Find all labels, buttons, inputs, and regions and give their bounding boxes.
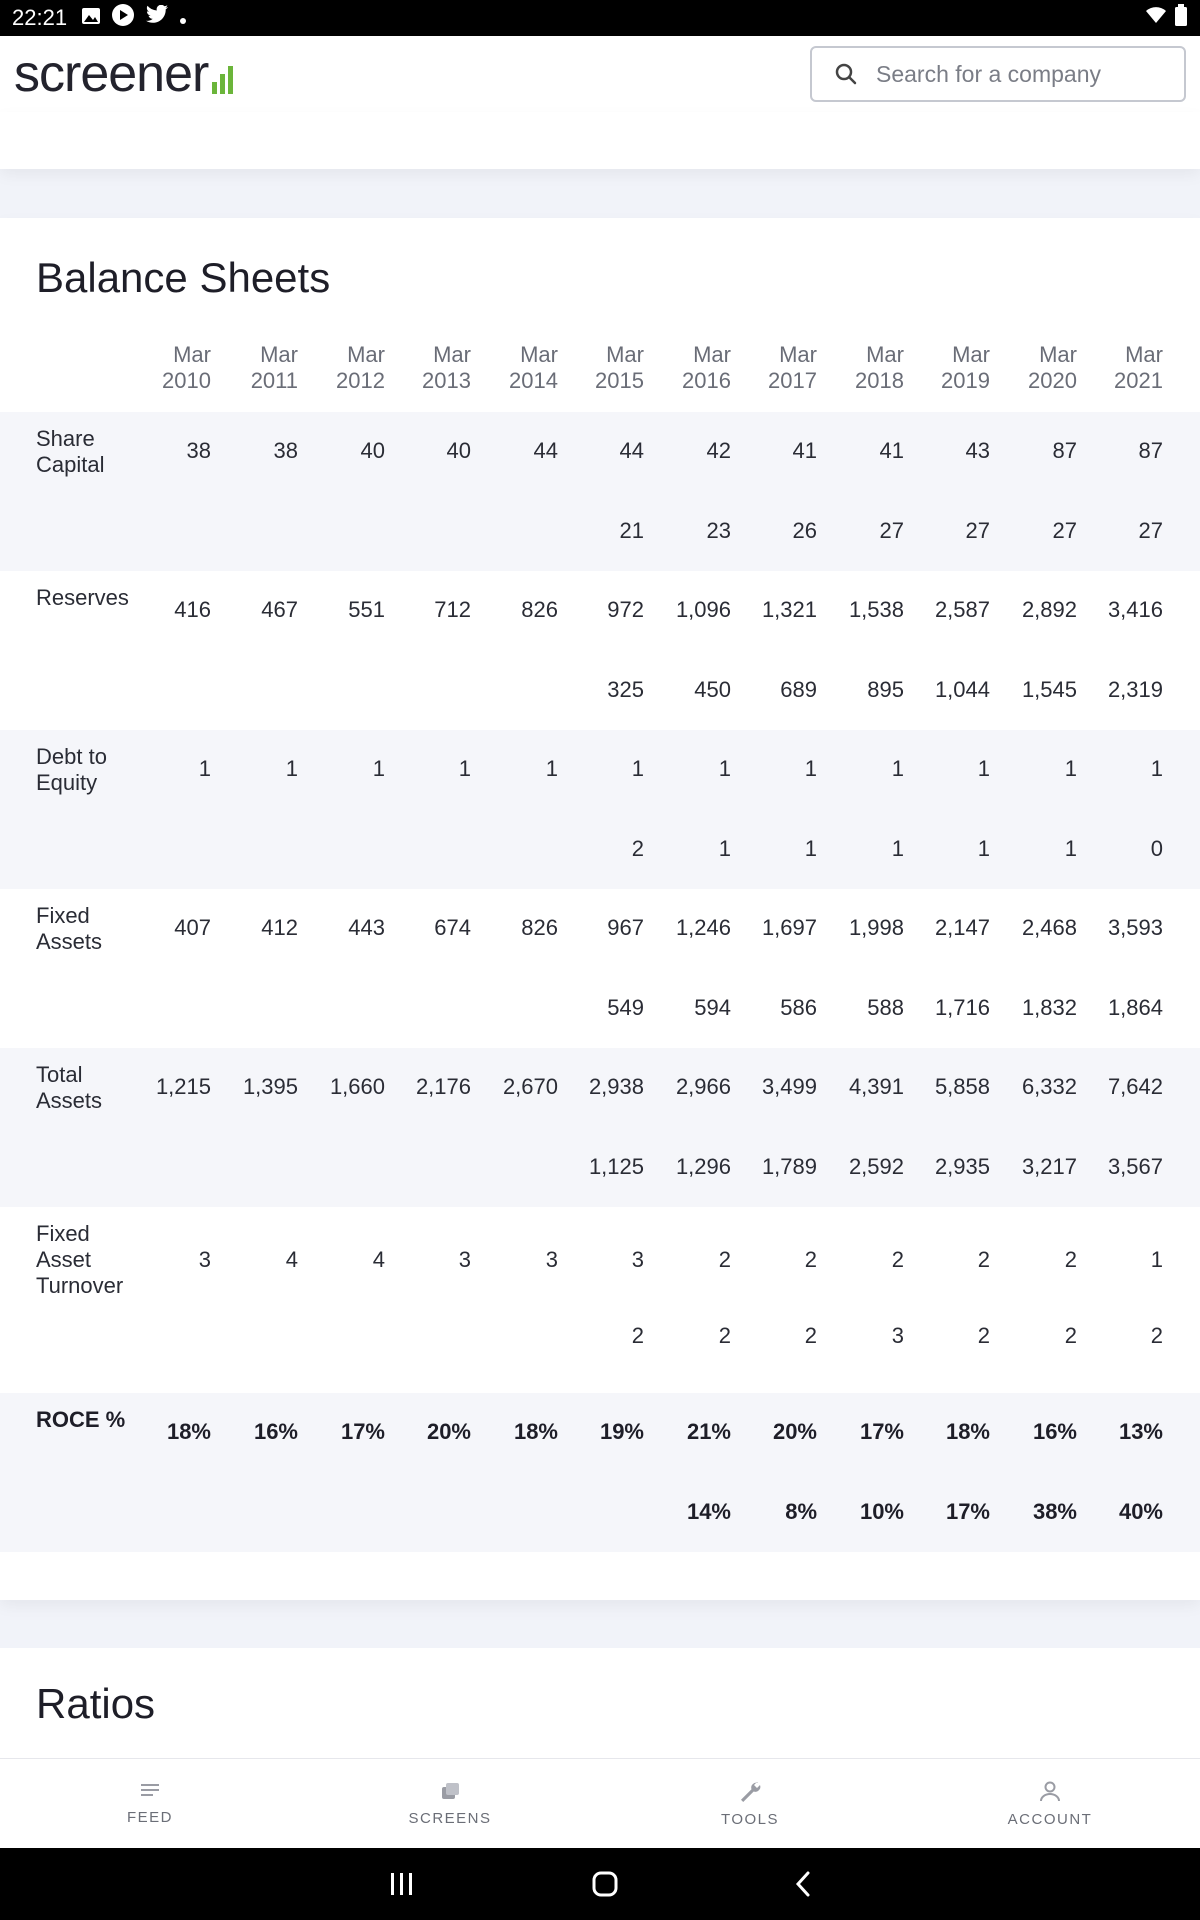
table-cell-sub: 2 — [1064, 1323, 1077, 1348]
table-cell-sub: 1 — [977, 836, 990, 861]
bottom-nav — [0, 1758, 1200, 1848]
ratios-card — [0, 1648, 1200, 1758]
table-cell-sub: 1 — [718, 836, 731, 861]
nav-feed[interactable] — [0, 1759, 300, 1848]
table-cell: 2 — [718, 1247, 731, 1272]
table-cell-sub: 450 — [694, 677, 731, 702]
row-label: ROCE % — [36, 1407, 126, 1432]
table-cell-sub: 2 — [631, 836, 644, 861]
table-cell: 18% — [513, 1419, 558, 1444]
table-cell: 1 — [631, 756, 644, 781]
table-cell-sub: 549 — [607, 995, 644, 1020]
table-cell-sub: 40% — [1118, 1499, 1163, 1524]
table-cell: 17% — [859, 1419, 904, 1444]
table-cell: 4 — [285, 1247, 298, 1272]
table-cell: 2 — [977, 1247, 990, 1272]
table-body — [0, 412, 1200, 1552]
nav-feed-label: FEED — [126, 1809, 173, 1826]
table-cell: 2,938 — [588, 1074, 644, 1099]
gallery-icon — [81, 5, 101, 31]
table-cell: 2,147 — [934, 915, 990, 940]
youtube-icon — [111, 3, 135, 33]
table-cell: 1 — [804, 756, 817, 781]
nav-screens-label: SCREENS — [408, 1810, 492, 1827]
table-cell: 2 — [891, 1247, 904, 1272]
table-cell-sub: 895 — [867, 677, 904, 702]
table-cell: 416 — [174, 597, 211, 622]
table-row — [0, 571, 1200, 730]
table-cell: 13% — [1118, 1419, 1163, 1444]
table-cell: 40 — [446, 438, 471, 463]
table-cell: 1,395 — [242, 1074, 298, 1099]
status-bar — [0, 0, 1200, 36]
row-label: Fixed Asset Turnover — [36, 1221, 124, 1298]
row-label: Total Assets — [36, 1062, 103, 1113]
home-icon[interactable] — [591, 1870, 619, 1898]
row-label: Reserves — [36, 585, 129, 610]
table-cell-sub: 586 — [780, 995, 817, 1020]
table-cell: 2 — [1064, 1247, 1077, 1272]
table-cell-sub: 2 — [1150, 1323, 1163, 1348]
table-cell: 2,966 — [675, 1074, 731, 1099]
table-cell: 1,538 — [848, 597, 904, 622]
table-cell: 41 — [792, 438, 817, 463]
table-cell: 2,176 — [415, 1074, 471, 1099]
table-cell-sub: 27 — [1052, 518, 1077, 543]
table-cell-sub: 1,716 — [934, 995, 990, 1020]
table-cell: 2,468 — [1021, 915, 1077, 940]
section-title: Balance Sheets — [36, 254, 331, 301]
table-cell: 3 — [198, 1247, 211, 1272]
column-header: Mar 2011 — [250, 342, 298, 393]
logo-text: screener — [14, 45, 209, 103]
notification-dot-icon — [179, 5, 187, 31]
table-cell: 87 — [1138, 438, 1163, 463]
table-cell: 467 — [261, 597, 298, 622]
table-cell: 1 — [285, 756, 298, 781]
nav-screens[interactable] — [300, 1759, 600, 1848]
previous-section-card — [0, 112, 1200, 169]
table-row — [0, 1207, 1200, 1393]
table-cell-sub: 2 — [977, 1323, 990, 1348]
column-header: Mar 2019 — [941, 342, 990, 393]
column-header: Mar 2021 — [1114, 342, 1163, 393]
screener-logo[interactable] — [14, 45, 233, 103]
table-cell-sub: 21 — [619, 518, 644, 543]
table-cell: 551 — [348, 597, 385, 622]
table-cell-sub: 1,832 — [1021, 995, 1077, 1020]
table-cell-sub: 2,935 — [934, 1154, 990, 1179]
column-header: Mar 2012 — [336, 342, 385, 393]
table-cell: 18% — [166, 1419, 211, 1444]
table-cell: 41 — [879, 438, 904, 463]
column-header: Mar 2018 — [855, 342, 904, 393]
table-cell: 4 — [372, 1247, 385, 1272]
search-box[interactable] — [810, 46, 1186, 102]
table-cell-sub: 1,789 — [761, 1154, 817, 1179]
table-cell: 44 — [619, 438, 644, 463]
back-icon[interactable] — [793, 1870, 813, 1898]
table-cell: 1 — [545, 756, 558, 781]
table-cell: 43 — [965, 438, 990, 463]
search-icon — [834, 62, 858, 86]
table-cell: 1,697 — [761, 915, 817, 940]
table-cell: 5,858 — [934, 1074, 990, 1099]
table-cell-sub: 0 — [1150, 836, 1163, 861]
table-cell-sub: 2 — [718, 1323, 731, 1348]
nav-tools[interactable] — [600, 1759, 900, 1848]
table-cell: 17% — [340, 1419, 385, 1444]
table-cell-sub: 325 — [607, 677, 644, 702]
table-cell-sub: 1,545 — [1021, 677, 1077, 702]
table-cell-sub: 27 — [965, 518, 990, 543]
top-nav — [0, 36, 1200, 112]
table-cell-sub: 1,864 — [1107, 995, 1163, 1020]
column-header: Mar 2016 — [682, 342, 731, 393]
column-header: Mar 2010 — [162, 342, 211, 393]
table-cell: 1 — [977, 756, 990, 781]
column-header: Mar 2020 — [1028, 342, 1077, 393]
table-cell: 38 — [186, 438, 211, 463]
nav-account-label: ACCOUNT — [1007, 1811, 1093, 1828]
table-cell: 674 — [434, 915, 471, 940]
table-row — [0, 1048, 1200, 1207]
table-cell-sub: 1,125 — [588, 1154, 644, 1179]
row-label: Share Capital — [36, 426, 105, 477]
feed-icon — [139, 1781, 161, 1801]
table-cell-sub: 1,044 — [934, 677, 990, 702]
table-cell: 16% — [1032, 1419, 1077, 1444]
row-label: Fixed Assets — [36, 903, 103, 954]
table-cell-sub: 1 — [1064, 836, 1077, 861]
table-cell-sub: 27 — [879, 518, 904, 543]
battery-icon — [1174, 4, 1188, 32]
table-cell: 3 — [631, 1247, 644, 1272]
table-cell: 826 — [521, 597, 558, 622]
table-cell: 1 — [1150, 756, 1163, 781]
table-cell: 2,892 — [1021, 597, 1077, 622]
nav-tools-label: TOOLS — [720, 1811, 780, 1828]
ratios-title: Ratios — [36, 1680, 156, 1727]
table-cell: 972 — [607, 597, 644, 622]
balance-sheets-card — [0, 218, 1200, 1600]
search-input[interactable] — [876, 61, 1156, 88]
wifi-icon — [1144, 5, 1168, 31]
nav-account[interactable] — [900, 1759, 1200, 1848]
wrench-icon — [738, 1779, 762, 1803]
column-header: Mar 2017 — [768, 342, 817, 393]
screens-icon — [439, 1780, 461, 1802]
table-cell-sub: 23 — [706, 518, 731, 543]
table-row — [0, 889, 1200, 1048]
table-cell-sub: 1,296 — [675, 1154, 731, 1179]
status-time: 22:21 — [12, 5, 68, 30]
table-cell: 2,587 — [934, 597, 990, 622]
table-cell: 967 — [607, 915, 644, 940]
column-header: Mar 2013 — [422, 342, 471, 393]
table-cell: 407 — [174, 915, 211, 940]
table-cell: 3,416 — [1107, 597, 1163, 622]
table-cell: 1 — [1150, 1247, 1163, 1272]
column-header: Mar 2015 — [595, 342, 644, 393]
table-row — [0, 730, 1200, 889]
table-cell: 7,642 — [1107, 1074, 1163, 1099]
table-cell-sub: 689 — [780, 677, 817, 702]
table-cell: 1,321 — [761, 597, 817, 622]
table-cell: 1 — [1064, 756, 1077, 781]
table-cell: 3 — [545, 1247, 558, 1272]
table-cell: 412 — [261, 915, 298, 940]
table-cell: 1 — [891, 756, 904, 781]
recents-icon[interactable] — [387, 1871, 417, 1897]
table-cell: 3,499 — [761, 1074, 817, 1099]
table-cell: 1,215 — [155, 1074, 211, 1099]
table-cell: 20% — [772, 1419, 817, 1444]
table-cell-sub: 27 — [1138, 518, 1163, 543]
table-cell: 2 — [804, 1247, 817, 1272]
table-cell-sub: 2 — [804, 1323, 817, 1348]
account-icon — [1038, 1779, 1062, 1803]
table-cell: 1 — [372, 756, 385, 781]
table-cell: 18% — [945, 1419, 990, 1444]
table-cell-sub: 26 — [792, 518, 817, 543]
table-cell: 44 — [533, 438, 558, 463]
table-cell: 87 — [1052, 438, 1077, 463]
table-cell-sub: 3 — [891, 1323, 904, 1348]
table-cell-sub: 1 — [891, 836, 904, 861]
table-row — [0, 1393, 1200, 1552]
row-label: Debt to Equity — [36, 744, 107, 795]
table-cell: 826 — [521, 915, 558, 940]
logo-bars-icon — [212, 66, 233, 94]
table-cell: 712 — [434, 597, 471, 622]
column-header: Mar 2014 — [509, 342, 558, 393]
table-row — [0, 412, 1200, 571]
table-cell: 6,332 — [1021, 1074, 1077, 1099]
table-cell: 1 — [458, 756, 471, 781]
table-cell: 19% — [599, 1419, 644, 1444]
table-cell-sub: 588 — [867, 995, 904, 1020]
table-cell: 3 — [458, 1247, 471, 1272]
table-cell-sub: 17% — [945, 1499, 990, 1524]
table-cell-sub: 14% — [686, 1499, 731, 1524]
table-cell: 2,670 — [502, 1074, 558, 1099]
table-header — [0, 342, 1200, 414]
table-cell-sub: 10% — [859, 1499, 904, 1524]
table-cell: 4,391 — [848, 1074, 904, 1099]
table-cell-sub: 2,319 — [1107, 677, 1163, 702]
table-cell: 16% — [253, 1419, 298, 1444]
table-cell: 40 — [360, 438, 385, 463]
table-cell: 3,593 — [1107, 915, 1163, 940]
table-cell: 38 — [273, 438, 298, 463]
table-cell: 1,246 — [675, 915, 731, 940]
table-cell-sub: 1 — [804, 836, 817, 861]
table-cell: 1 — [198, 756, 211, 781]
table-cell: 42 — [706, 438, 731, 463]
table-cell-sub: 2 — [631, 1323, 644, 1348]
table-cell: 443 — [348, 915, 385, 940]
table-cell-sub: 8% — [785, 1499, 817, 1524]
table-cell-sub: 594 — [694, 995, 731, 1020]
system-nav-bar — [0, 1848, 1200, 1920]
table-cell: 1,096 — [675, 597, 731, 622]
table-cell-sub: 38% — [1032, 1499, 1077, 1524]
table-cell: 1,660 — [329, 1074, 385, 1099]
table-cell: 20% — [426, 1419, 471, 1444]
twitter-icon — [145, 5, 169, 31]
table-cell: 1,998 — [848, 915, 904, 940]
table-cell: 21% — [686, 1419, 731, 1444]
table-cell-sub: 2,592 — [848, 1154, 904, 1179]
table-cell-sub: 3,567 — [1107, 1154, 1163, 1179]
table-cell-sub: 3,217 — [1021, 1154, 1077, 1179]
table-cell: 1 — [718, 756, 731, 781]
